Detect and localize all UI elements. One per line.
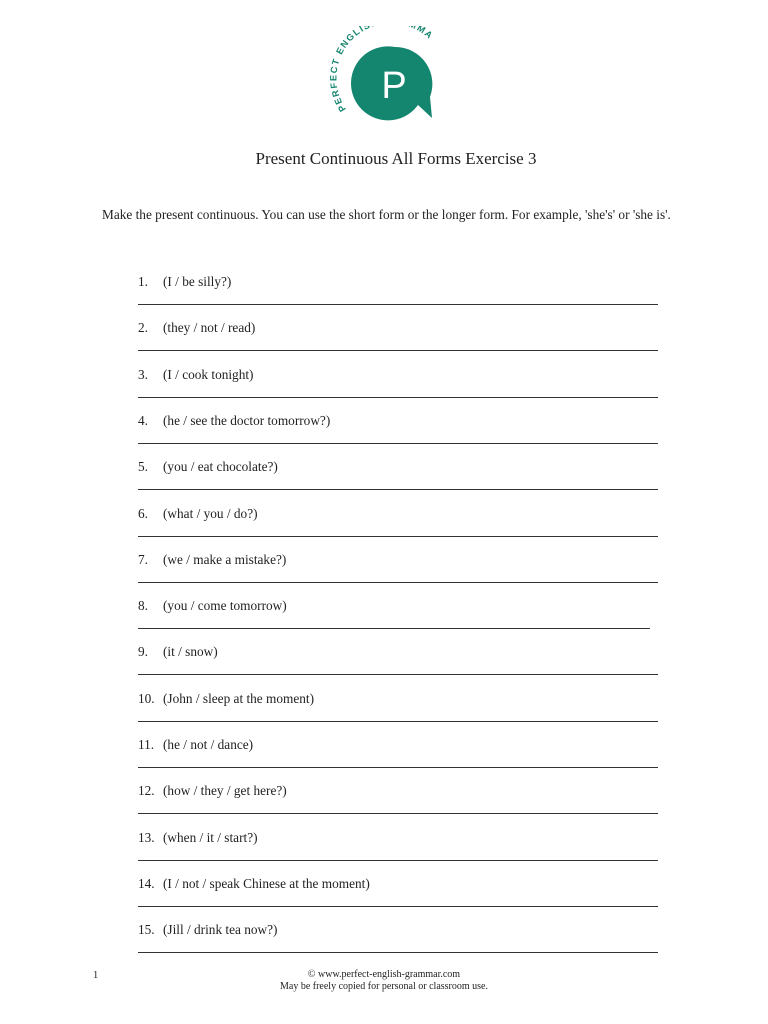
answer-line[interactable]: [138, 767, 658, 768]
instructions: Make the present continuous. You can use the short form or the longer form. For example, 'she's' or 'she is'.: [102, 207, 671, 222]
exercise-prompt: [138, 506, 258, 522]
logo-letter: P: [381, 65, 407, 107]
footer: [0, 969, 768, 993]
answer-line[interactable]: [138, 628, 650, 629]
exercise-text: (he / see the doctor tomorrow?): [163, 413, 331, 428]
answer-line[interactable]: [138, 674, 658, 675]
exercise-number: 15.: [138, 922, 155, 937]
answer-line[interactable]: [138, 582, 658, 583]
exercise-text: (you / eat chocolate?): [163, 459, 278, 474]
answer-line[interactable]: [138, 489, 658, 490]
exercise-item: [138, 459, 658, 505]
answer-line[interactable]: [138, 397, 658, 398]
exercise-item: [138, 783, 658, 829]
exercise-text: (John / sleep at the moment): [163, 691, 315, 706]
exercise-item: [138, 830, 658, 876]
exercise-prompt: [138, 876, 370, 892]
exercise-prompt: [138, 320, 255, 336]
logo-wordmark: PER T ENGLI MA: [330, 26, 436, 114]
exercise-prompt: [138, 830, 258, 846]
exercise-item: [138, 644, 658, 690]
exercise-text: (they / not / read): [163, 320, 256, 335]
footer-copyright: © www.perfect-english-grammar.com: [307, 969, 461, 980]
exercise-text: (when / it / start?): [163, 830, 258, 845]
exercise-text: (I / be silly?): [163, 274, 232, 289]
exercise-text: (he / not / dance): [163, 737, 254, 752]
exercise-item: [138, 320, 658, 366]
answer-line[interactable]: [138, 721, 658, 722]
exercise-number: 11.: [138, 737, 155, 752]
exercise-prompt: [138, 922, 277, 938]
answer-line[interactable]: [138, 952, 658, 953]
exercise-number: 7.: [138, 552, 148, 567]
page-number: 1: [93, 970, 99, 981]
exercise-item: [138, 552, 658, 598]
exercise-item: [138, 737, 658, 783]
answer-line[interactable]: [138, 860, 658, 861]
exercise-item: [138, 506, 658, 552]
footer-note: May be freely copied for personal or classroom use.: [280, 981, 488, 992]
exercise-item: [138, 922, 658, 968]
answer-line[interactable]: [138, 443, 658, 444]
exercise-text: (what / you / do?): [163, 506, 258, 521]
exercise-prompt: [138, 783, 287, 799]
exercise-number: 5.: [138, 459, 148, 474]
exercise-item: [138, 598, 658, 644]
exercise-prompt: [138, 691, 314, 707]
exercise-text: (you / come tomorrow): [163, 598, 287, 613]
exercise-number: 6.: [138, 506, 148, 521]
page-title: Present Continuous All Forms Exercise 3: [255, 149, 537, 168]
exercise-number: 14.: [138, 876, 155, 891]
exercise-number: 12.: [138, 783, 155, 798]
brand-logo: [330, 26, 440, 126]
exercise-item: [138, 691, 658, 737]
exercise-prompt: [138, 367, 253, 383]
exercise-number: 1.: [138, 274, 148, 289]
answer-line[interactable]: [138, 536, 658, 537]
exercise-number: 3.: [138, 367, 148, 382]
exercise-number: 13.: [138, 830, 155, 845]
exercise-text: (Jill / drink tea now?): [163, 922, 278, 937]
exercise-number: 4.: [138, 413, 148, 428]
exercise-prompt: [138, 552, 286, 568]
exercise-number: 10.: [138, 691, 155, 706]
answer-line[interactable]: [138, 304, 658, 305]
exercise-number: 8.: [138, 598, 148, 613]
exercise-number: 2.: [138, 320, 148, 335]
exercise-text: (how / they / get here?): [163, 783, 287, 798]
exercise-item: [138, 876, 658, 922]
exercise-prompt: [138, 413, 330, 429]
answer-line[interactable]: [138, 350, 658, 351]
exercise-item: [138, 367, 658, 413]
exercise-item: [138, 274, 658, 320]
exercise-prompt: [138, 737, 253, 753]
exercise-number: 9.: [138, 644, 148, 659]
answer-line[interactable]: [138, 813, 658, 814]
exercise-text: (we / make a mistake?): [163, 552, 287, 567]
exercise-text: (I / cook tonight): [163, 367, 254, 382]
logo-graphic: [330, 26, 440, 126]
exercise-prompt: [138, 459, 278, 475]
exercise-prompt: [138, 644, 218, 660]
exercise-text: (it / snow): [163, 644, 218, 659]
exercise-item: [138, 413, 658, 459]
answer-line[interactable]: [138, 906, 658, 907]
exercise-text: (I / not / speak Chinese at the moment): [163, 876, 370, 891]
exercise-prompt: [138, 274, 231, 290]
exercise-prompt: [138, 598, 287, 614]
